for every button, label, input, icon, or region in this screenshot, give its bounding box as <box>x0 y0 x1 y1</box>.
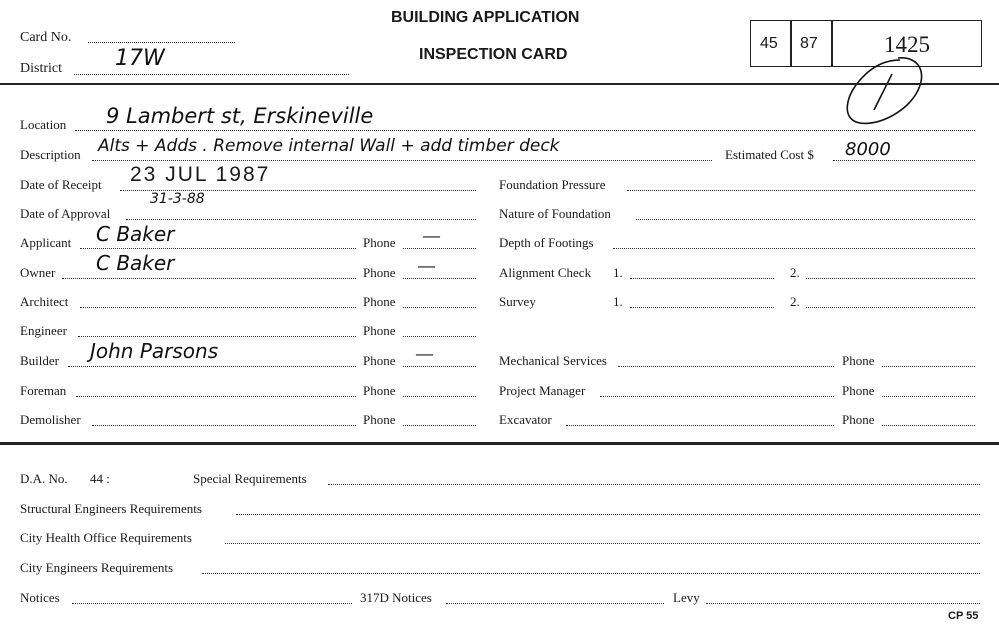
mechanical-phone-dotted-line <box>882 366 975 367</box>
builder-phone-dotted-line <box>403 366 476 367</box>
project-manager-dotted-line <box>600 396 834 397</box>
location-value: 9 Lambert st, Erskineville <box>106 104 374 128</box>
header-rule <box>0 83 999 85</box>
box-divider-1 <box>790 20 792 67</box>
applicant-phone-dash: — <box>423 226 440 245</box>
form-code: CP 55 <box>948 610 979 622</box>
owner-value: C Baker <box>96 251 175 275</box>
section-rule <box>0 442 999 445</box>
date-of-receipt-stamp: 23 JUL 1987 <box>130 163 271 186</box>
survey-2-dotted-line <box>806 307 975 308</box>
survey-1-label: 1. <box>613 294 623 309</box>
handwritten-circle-mark <box>840 52 930 128</box>
notices-317d-dotted-line <box>446 603 664 604</box>
depth-of-footings-dotted-line <box>613 248 975 249</box>
engineer-label: Engineer <box>20 323 67 338</box>
notices-label: Notices <box>20 590 60 605</box>
architect-label: Architect <box>20 294 69 309</box>
estimated-cost-value: 8000 <box>845 139 891 160</box>
title-line-1: BUILDING APPLICATION <box>391 9 580 26</box>
foundation-pressure-label: Foundation Pressure <box>499 177 606 192</box>
card-no-label: Card No. <box>20 30 72 45</box>
project-manager-phone-dotted-line <box>882 396 975 397</box>
builder-dotted-line <box>68 366 356 367</box>
foreman-dotted-line <box>76 396 356 397</box>
excavator-dotted-line <box>566 425 834 426</box>
applicant-label: Applicant <box>20 235 72 250</box>
structural-engineers-dotted-line <box>236 514 980 515</box>
notices-317d-label: 317D Notices <box>360 590 432 605</box>
applicant-phone-label: Phone <box>363 235 396 250</box>
description-dotted-line <box>92 160 712 161</box>
engineer-phone-dotted-line <box>403 336 476 337</box>
mechanical-services-label: Mechanical Services <box>499 353 607 368</box>
owner-dotted-line <box>62 278 356 279</box>
owner-phone-label: Phone <box>363 265 396 280</box>
architect-dotted-line <box>80 307 356 308</box>
city-health-dotted-line <box>225 543 980 544</box>
date-of-approval-value: 31-3-88 <box>150 191 205 207</box>
alignment-check-1-dotted-line <box>630 278 774 279</box>
box-value-3: 1425 <box>884 32 930 57</box>
architect-phone-dotted-line <box>403 307 476 308</box>
demolisher-phone-dotted-line <box>403 425 476 426</box>
da-no-value: 44 : <box>90 471 110 486</box>
city-engineers-dotted-line <box>202 573 980 574</box>
notices-dotted-line <box>72 603 352 604</box>
approval-dotted-line <box>126 219 476 220</box>
applicant-dotted-line <box>80 248 356 249</box>
description-value: Alts + Adds . Remove internal Wall + add timber deck <box>98 136 560 156</box>
nature-of-foundation-label: Nature of Foundation <box>499 206 611 221</box>
date-of-receipt-label: Date of Receipt <box>20 177 102 192</box>
owner-phone-dotted-line <box>403 278 476 279</box>
district-label: District <box>20 61 62 76</box>
location-dotted-line <box>75 130 975 131</box>
levy-dotted-line <box>706 603 980 604</box>
excavator-phone-dotted-line <box>882 425 975 426</box>
foundation-pressure-dotted-line <box>627 190 975 191</box>
box-divider-2 <box>831 20 833 67</box>
special-requirements-label: Special Requirements <box>193 471 307 486</box>
owner-phone-dash: — <box>418 256 435 275</box>
demolisher-label: Demolisher <box>20 412 81 427</box>
survey-1-dotted-line <box>630 307 774 308</box>
location-label: Location <box>20 117 67 132</box>
mechanical-services-dotted-line <box>618 366 834 367</box>
structural-engineers-label: Structural Engineers Requirements <box>20 501 202 516</box>
depth-of-footings-label: Depth of Footings <box>499 235 594 250</box>
project-manager-phone-label: Phone <box>842 383 875 398</box>
description-label: Description <box>20 147 81 162</box>
excavator-label: Excavator <box>499 412 552 427</box>
alignment-check-2-label: 2. <box>790 265 800 280</box>
survey-2-label: 2. <box>790 294 800 309</box>
architect-phone-label: Phone <box>363 294 396 309</box>
city-engineers-label: City Engineers Requirements <box>20 560 174 575</box>
applicant-value: C Baker <box>96 222 175 246</box>
nature-of-foundation-dotted-line <box>636 219 975 220</box>
box-value-2: 87 <box>800 35 818 52</box>
foreman-phone-dotted-line <box>403 396 476 397</box>
builder-value: John Parsons <box>90 339 219 363</box>
demolisher-phone-label: Phone <box>363 412 396 427</box>
engineer-dotted-line <box>78 336 356 337</box>
foreman-label: Foreman <box>20 383 67 398</box>
date-of-approval-label: Date of Approval <box>20 206 111 221</box>
special-requirements-dotted-line <box>328 484 980 485</box>
estimated-cost-label: Estimated Cost $ <box>725 147 814 162</box>
levy-label: Levy <box>673 590 700 605</box>
builder-phone-dash: — <box>416 344 433 363</box>
foreman-phone-label: Phone <box>363 383 396 398</box>
district-value: 17W <box>115 46 165 71</box>
da-no-label: D.A. No. <box>20 471 68 486</box>
alignment-check-2-dotted-line <box>806 278 975 279</box>
city-health-label: City Health Office Requirements <box>20 530 192 545</box>
mechanical-phone-label: Phone <box>842 353 875 368</box>
estimated-cost-dotted-line <box>833 160 975 161</box>
card-no-dotted-line <box>88 42 235 43</box>
box-value-1: 45 <box>760 35 778 52</box>
demolisher-dotted-line <box>92 425 356 426</box>
engineer-phone-label: Phone <box>363 323 396 338</box>
title-line-2: INSPECTION CARD <box>419 46 568 63</box>
project-manager-label: Project Manager <box>499 383 586 398</box>
builder-label: Builder <box>20 353 59 368</box>
owner-label: Owner <box>20 265 56 280</box>
district-dotted-line <box>74 74 349 75</box>
alignment-check-label: Alignment Check <box>499 265 592 280</box>
alignment-check-1-label: 1. <box>613 265 623 280</box>
excavator-phone-label: Phone <box>842 412 875 427</box>
builder-phone-label: Phone <box>363 353 396 368</box>
applicant-phone-dotted-line <box>403 248 476 249</box>
survey-label: Survey <box>499 294 536 309</box>
